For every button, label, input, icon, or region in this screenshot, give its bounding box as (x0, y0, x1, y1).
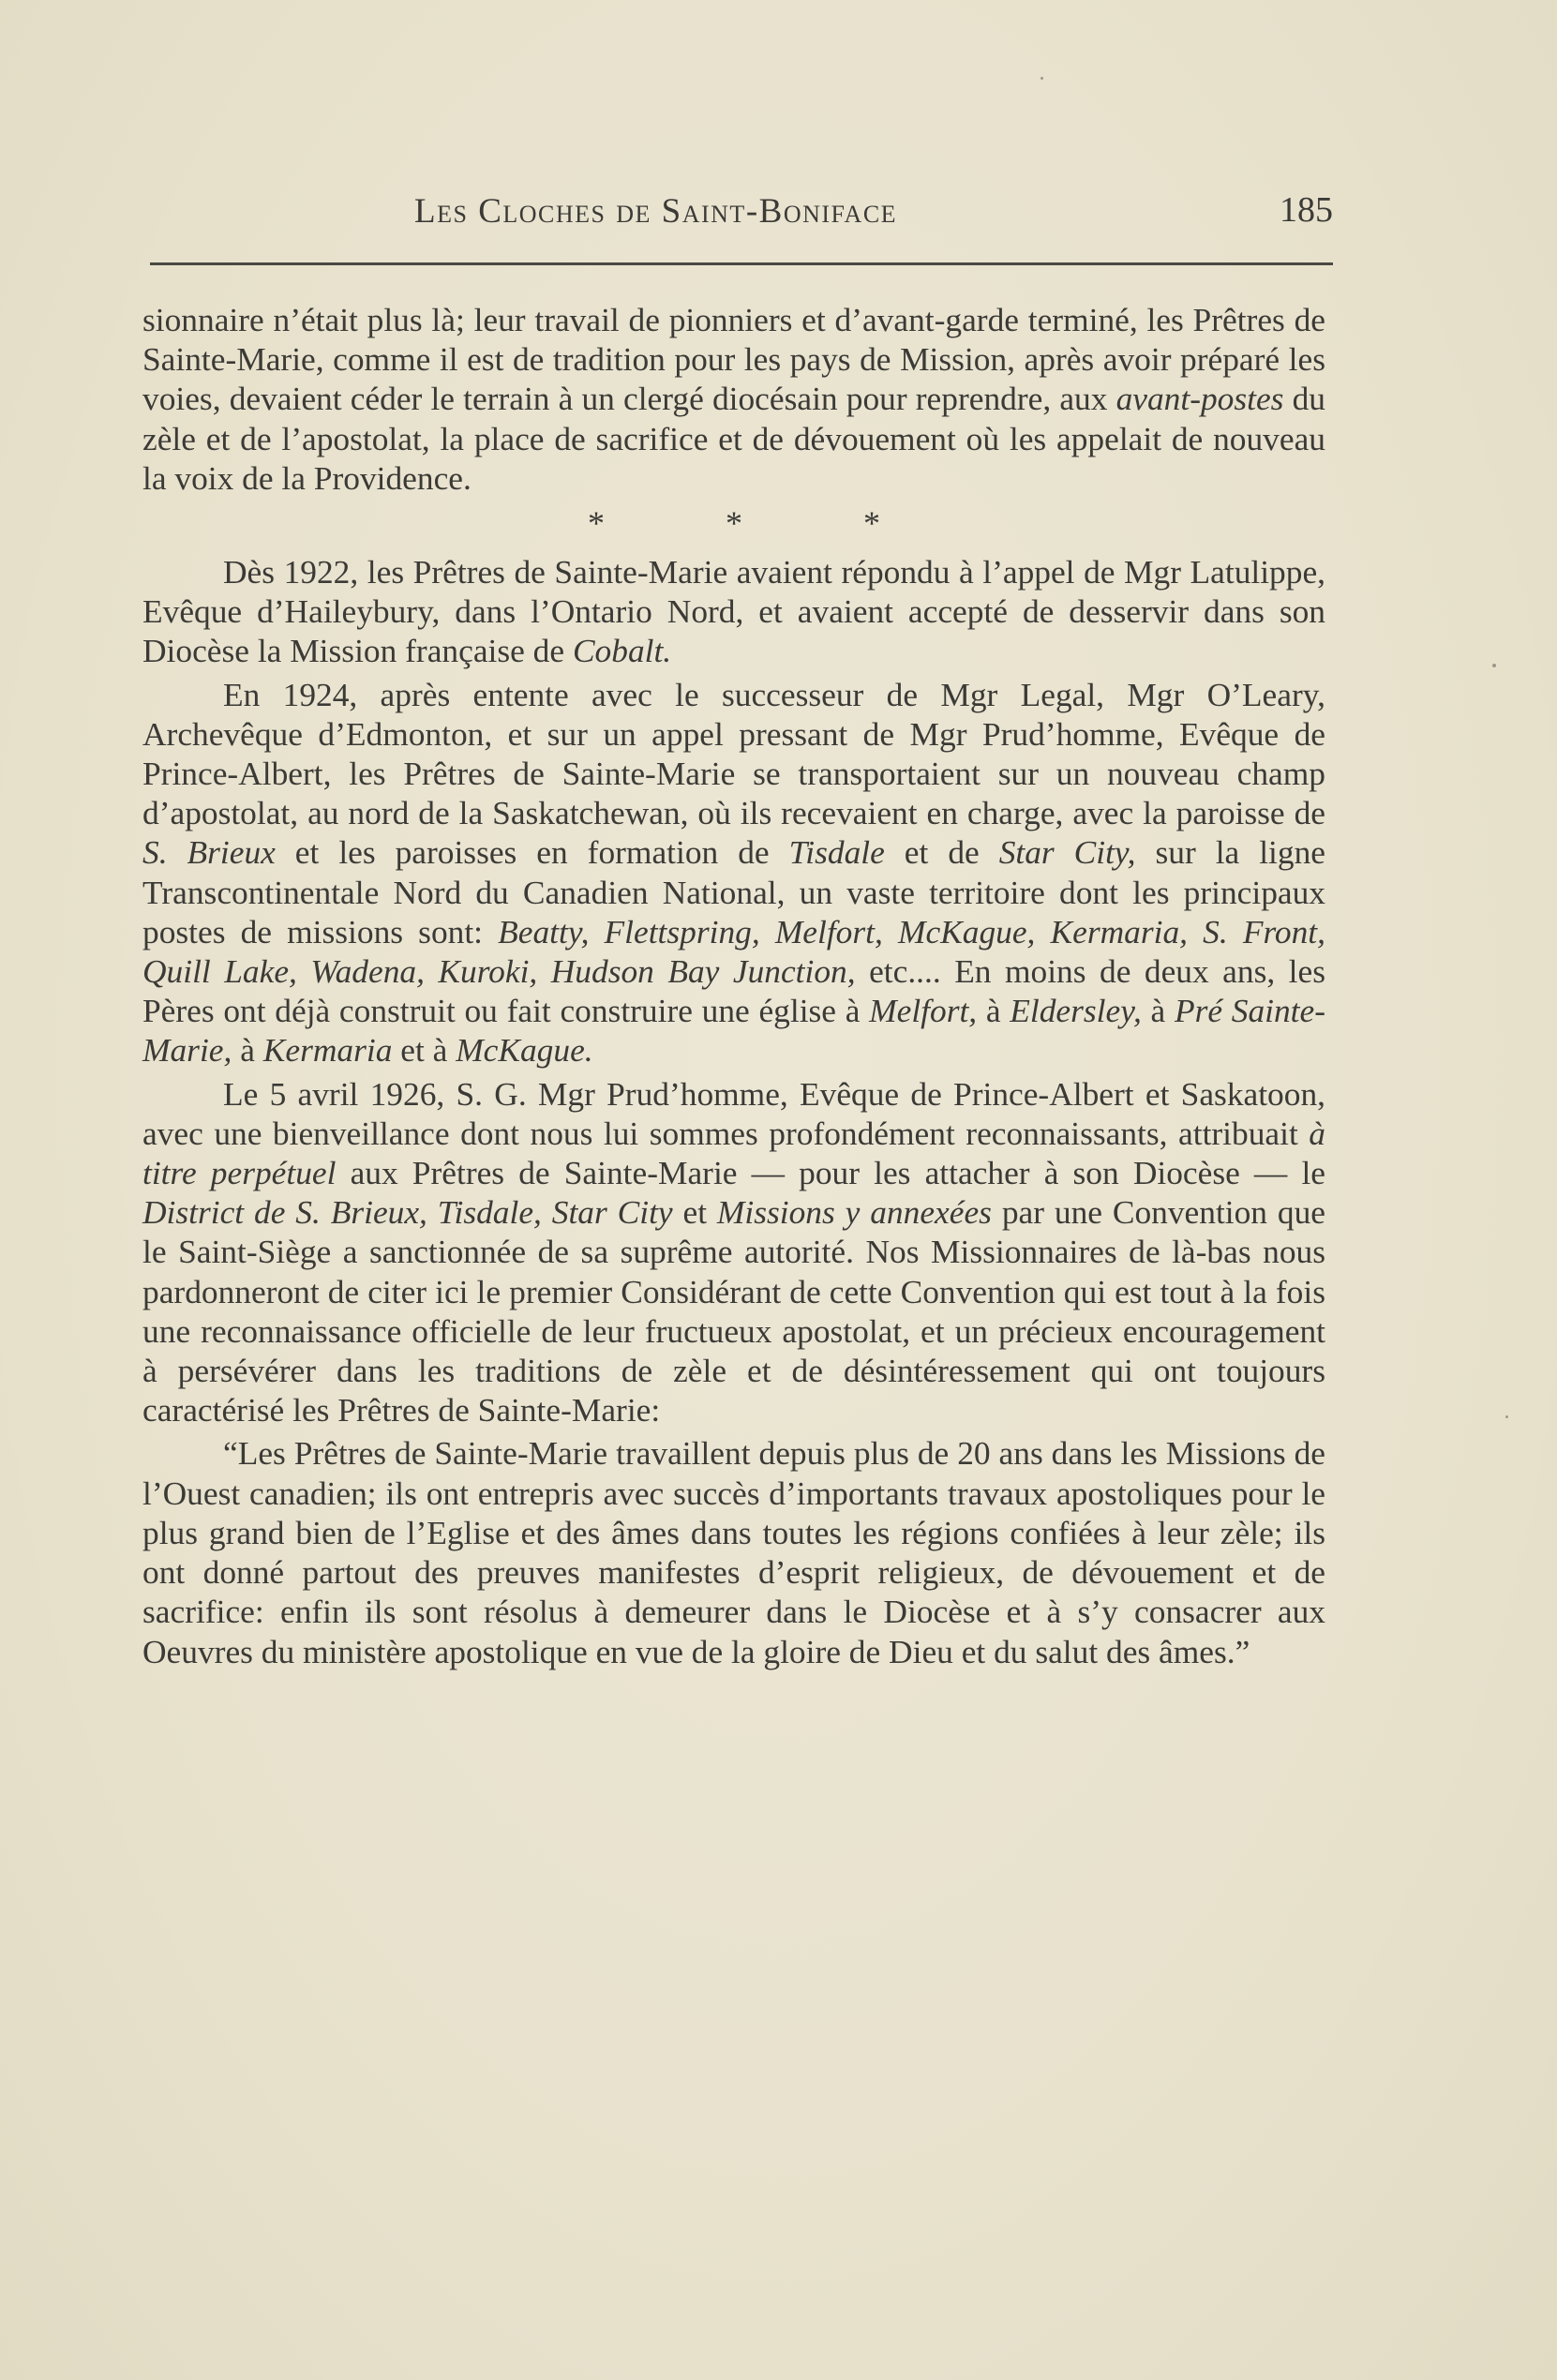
text-run: et (672, 1193, 717, 1232)
text-run: sionnaire n’était plus là; leur travail de pionniers et d’avant-garde terminé, les Prêtres de Sainte-Marie, comme il est de tradition pour les pays de Mission, après avoir préparé les voies, devaient céder le terrain à un clergé diocésain pour reprendre, aux (142, 301, 1325, 418)
running-title: Les Cloches de Saint-Boniface (414, 192, 898, 231)
italic-run: Eldersley, (1010, 992, 1142, 1030)
paper-speck (1505, 1415, 1508, 1418)
text-run: du zèle et de l’apostolat, la place de sacrifice et de dévouement où les appelait de nouveau la voix de la Providence. (142, 380, 1325, 497)
text-run: Le 5 avril 1926, S. G. Mgr Prud’homme, Evêque de Prince-Albert et Saskatoon, avec une bienveillance dont nous lui sommes profondément reconnaissants, attribuait (142, 1074, 1325, 1152)
text-run: par une Convention que le Saint-Siège a sanctionnée de sa suprême autorité. Nos Missionnaires de là-bas nous pardonneront de citer ici le premier Considérant de cette Convention qui est tout à la fois une reconnaissance officielle de leur fructueux apostolat, et un précieux encouragement à persévérer dans les traditions de zèle et de désintéressement qui ont toujours caractérisé les Prêtres de Sainte-Marie: (142, 1193, 1325, 1429)
italic-run: à titre perpétuel (142, 1114, 1325, 1192)
text-run: Dès 1922, les Prêtres de Sainte-Marie avaient répondu à l’appel de Mgr Latulippe, Evêque d’Haileybury, dans l’Ontario Nord, et avaient accepté de desservir dans son Diocèse la Mission française de (142, 553, 1325, 670)
quotation-paragraph (142, 1433, 1325, 1670)
italic-run: Star City, (998, 833, 1136, 872)
italic-run: District de S. Brieux, Tisdale, Star City (142, 1193, 673, 1232)
italic-run: avant-postes (1115, 380, 1284, 418)
article-body (142, 300, 1325, 1671)
text-run: à (1141, 992, 1175, 1030)
italic-run: Pré Sainte-Marie, (142, 992, 1326, 1070)
italic-run: Beatty, Flettspring, Melfort, McKague, Kermaria, S. Front, Quill Lake, Wadena, Kuroki, Hudson Bay Junction, (142, 912, 1325, 991)
paper-speck (1492, 664, 1496, 667)
header-rule (150, 262, 1333, 265)
paragraph-2 (142, 552, 1325, 671)
paragraph-1 (142, 300, 1325, 498)
text-run: et à (392, 1031, 457, 1070)
italic-run: Missions y annexées (716, 1193, 992, 1232)
text-run: En 1924, après entente avec le successeur de Mgr Legal, Mgr O’Leary, Archevêque d’Edmonton, et sur un appel pressant de Mgr Prud’homme, Evêque de Prince-Albert, les Prêtres de Sainte-Marie se transportaient sur un nouveau champ d’apostolat, au nord de la Saskatchewan, où ils recevaient en charge, avec la paroisse de (142, 675, 1325, 832)
text-run: à (977, 992, 1011, 1030)
paragraph-3 (142, 675, 1325, 1070)
text-run: et de (884, 833, 999, 872)
paragraph-4 (142, 1074, 1325, 1430)
text-run: sur la ligne Transcontinentale Nord du Canadien National, un vaste territoire dont les principaux postes de missions sont: (142, 833, 1325, 951)
page-header (150, 186, 1333, 232)
text-run: à (232, 1031, 263, 1070)
italic-run: Kermaria (262, 1031, 393, 1070)
italic-run: S. Brieux (142, 833, 276, 872)
section-separator: * * * (588, 504, 936, 543)
italic-run: McKague. (456, 1031, 593, 1070)
page-number: 185 (1280, 190, 1333, 230)
italic-run: Melfort, (869, 992, 978, 1030)
italic-run: Tisdale (788, 833, 885, 872)
text-run: et les paroisses en formation de (275, 833, 789, 872)
italic-run: Cobalt. (572, 632, 672, 670)
paper-speck (1040, 77, 1043, 80)
text-run: aux Prêtres de Sainte-Marie — pour les attacher à son Diocèse — le (336, 1154, 1325, 1192)
text-run: etc.... En moins de deux ans, les Pères ont déjà construit ou fait construire une église à (142, 952, 1325, 1030)
text-run: “Les Prêtres de Sainte-Marie travaillent depuis plus de 20 ans dans les Missions de l’Ouest canadien; ils ont entrepris avec succès d’importants travaux apostoliques pour le plus grand bien de l’Eglise et des âmes dans toutes les régions confiées à leur zèle; ils ont donné partout des preuves manifestes d’esprit religieux, de dévouement et de sacrifice: enfin ils sont résolus à demeurer dans le Diocèse et à s’y consacrer aux Oeuvres du ministère apostolique en vue de la gloire de Dieu et du salut des âmes.” (142, 1434, 1325, 1670)
